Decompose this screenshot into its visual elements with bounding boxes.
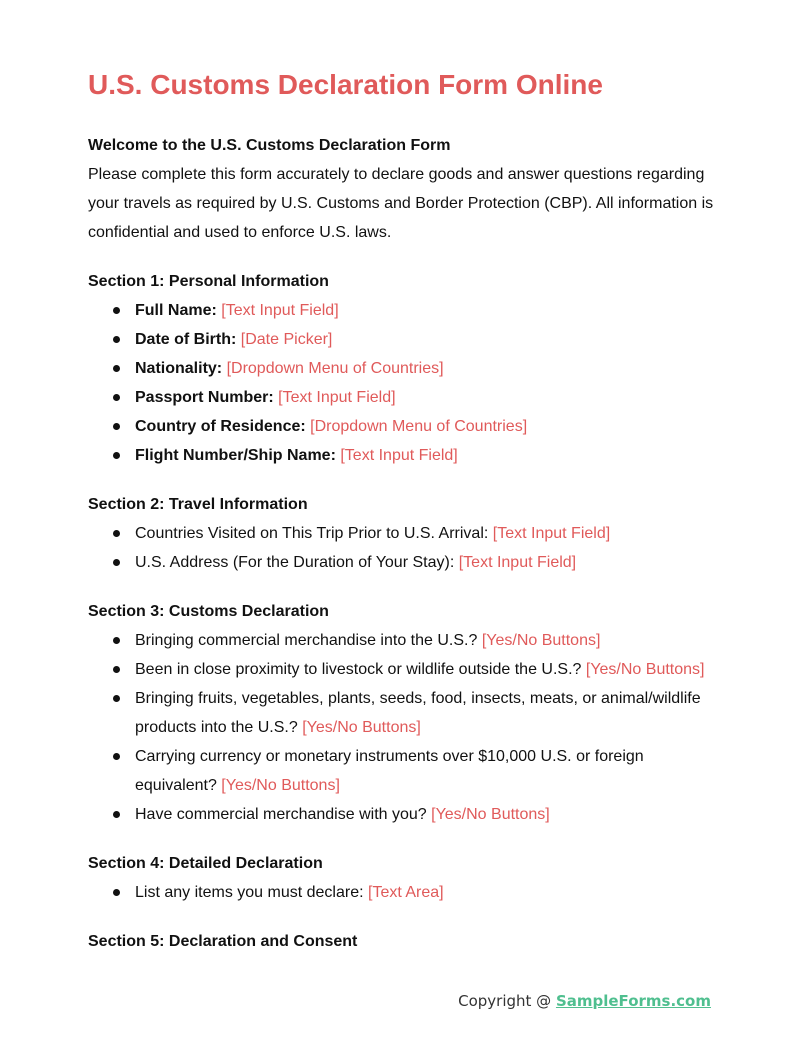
field-label: Full Name:: [135, 302, 217, 319]
section-heading: Section 5: Declaration and Consent: [88, 933, 358, 950]
footer: [458, 992, 711, 1010]
field-label: Country of Residence:: [135, 418, 306, 435]
question-text: List any items you must declare:: [135, 884, 364, 901]
list-item: [88, 325, 718, 354]
field-placeholder[interactable]: [Yes/No Buttons]: [431, 806, 550, 823]
section-heading: Section 2: Travel Information: [88, 496, 308, 513]
field-placeholder[interactable]: [Yes/No Buttons]: [221, 777, 340, 794]
section-heading: Section 1: Personal Information: [88, 273, 329, 290]
field-placeholder[interactable]: [Date Picker]: [240, 331, 333, 348]
intro-text: Please complete this form accurately to declare goods and answer questions regarding your travels as required by U.S. Customs and Border Protection (CBP). All information is confidential and used to enforce U.S. laws.: [88, 166, 714, 241]
list-item: [88, 519, 718, 548]
question-text: Countries Visited on This Trip Prior to U.S. Arrival:: [135, 525, 489, 542]
intro-heading: Welcome to the U.S. Customs Declaration Form: [88, 137, 451, 154]
field-placeholder[interactable]: [Dropdown Menu of Countries]: [310, 418, 528, 435]
list-item: [88, 412, 718, 441]
field-placeholder[interactable]: [Text Input Field]: [221, 302, 339, 319]
question-text: Bringing fruits, vegetables, plants, seeds, food, insects, meats, or animal/wildlife products into the U.S.?: [135, 690, 701, 736]
section-list: [88, 519, 718, 577]
field-placeholder[interactable]: [Text Input Field]: [492, 525, 611, 542]
section-list: [88, 626, 718, 829]
field-label: Nationality:: [135, 360, 223, 377]
list-item: [88, 441, 718, 470]
question-text: Carrying currency or monetary instruments over $10,000 U.S. or foreign equivalent?: [135, 748, 644, 794]
field-label: Passport Number:: [135, 389, 274, 406]
field-placeholder[interactable]: [Yes/No Buttons]: [585, 661, 705, 678]
section-list: [88, 878, 718, 907]
page-title: U.S. Customs Declaration Form Online: [88, 69, 603, 100]
copyright-text: Copyright @: [458, 992, 556, 1010]
list-item: [88, 626, 718, 655]
list-item: [88, 296, 718, 325]
list-item: [88, 878, 718, 907]
section-heading: Section 3: Customs Declaration: [88, 603, 329, 620]
question-text: Have commercial merchandise with you?: [135, 806, 427, 823]
list-item: [88, 548, 718, 577]
field-placeholder[interactable]: [Text Area]: [368, 884, 444, 901]
list-item: [88, 383, 718, 412]
section-list: [88, 296, 718, 470]
list-item: [88, 684, 718, 742]
sections: [88, 267, 718, 956]
field-placeholder[interactable]: [Yes/No Buttons]: [481, 632, 601, 649]
field-label: Date of Birth:: [135, 331, 237, 348]
question-text: U.S. Address (For the Duration of Your Stay):: [135, 554, 455, 571]
section-heading: Section 4: Detailed Declaration: [88, 855, 323, 872]
list-item: [88, 354, 718, 383]
question-text: Bringing commercial merchandise into the U.S.?: [135, 632, 478, 649]
question-text: Been in close proximity to livestock or wildlife outside the U.S.?: [135, 661, 582, 678]
field-placeholder[interactable]: [Text Input Field]: [458, 554, 577, 571]
field-placeholder[interactable]: [Dropdown Menu of Countries]: [226, 360, 444, 377]
document-body: [88, 66, 718, 956]
field-label: Flight Number/Ship Name:: [135, 447, 336, 464]
field-placeholder[interactable]: [Text Input Field]: [340, 447, 458, 464]
list-item: [88, 655, 718, 684]
field-placeholder[interactable]: [Yes/No Buttons]: [302, 719, 421, 736]
list-item: [88, 800, 718, 829]
field-placeholder[interactable]: [Text Input Field]: [278, 389, 396, 406]
list-item: [88, 742, 718, 800]
brand-link[interactable]: SampleForms.com: [555, 992, 711, 1010]
